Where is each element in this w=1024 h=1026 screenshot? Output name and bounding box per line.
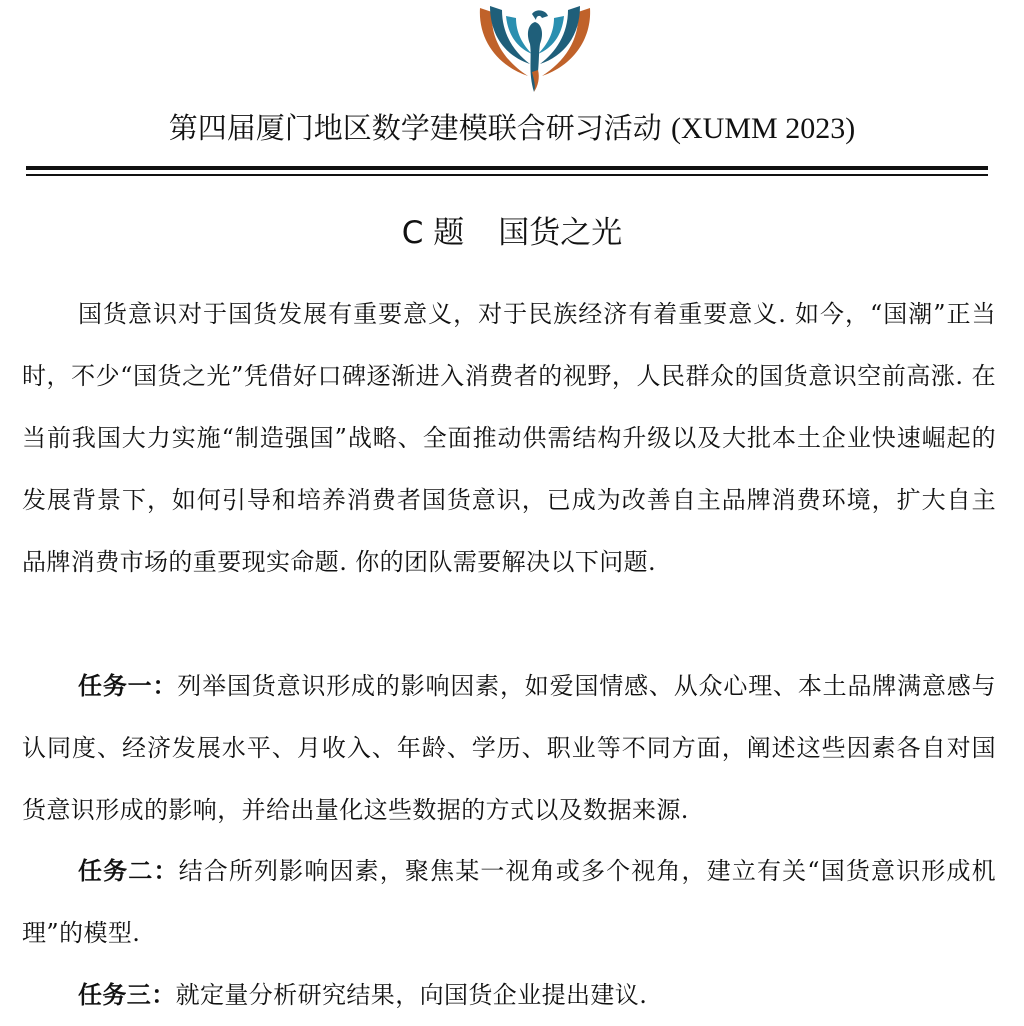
logo-wing-left-inner <box>490 6 530 64</box>
task-1-label: 任务一： <box>78 672 178 700</box>
title-latin: (XUMM 2023) <box>671 112 856 145</box>
title-chinese: 第四届厦门地区数学建模联合研习活动 <box>168 111 662 145</box>
task-2-label: 任务二： <box>78 857 179 885</box>
problem-name: 国货之光 <box>498 215 623 251</box>
problem-heading <box>0 212 1024 254</box>
problem-label: C 题 <box>401 215 465 251</box>
header-rule-thin <box>26 174 988 176</box>
task-3-label: 任务三： <box>78 981 176 1009</box>
task-3-text: 就定量分析研究结果，向国货企业提出建议. <box>175 981 648 1009</box>
task-3-paragraph <box>22 964 996 1026</box>
header-rule-thick <box>26 166 988 170</box>
bird-logo-icon <box>476 2 594 94</box>
intro-paragraph: 国货意识对于国货发展有重要意义，对于民族经济有着重要意义. 如今，“国潮”正当时，不少“国货之光”凭借好口碑逐渐进入消费者的视野，人民群众的国货意识空前高涨. 在当前我国大力实施“制造强国”战略、全面推动供需结构升级以及大批本土企业快速崛起的发展背景下，如何引导和培养消费者国货意识，已成为改善自主品牌消费环境，扩大自主品牌消费市场的重要现实命题. 你的团队需要解决以下问题. <box>22 300 996 576</box>
task-2-paragraph <box>22 840 996 964</box>
task-2-text: 结合所列影响因素，聚焦某一视角或多个视角，建立有关“国货意识形成机理”的模型. <box>22 857 996 947</box>
document-title <box>0 108 1024 149</box>
task-1-text: 列举国货意识形成的影响因素，如爱国情感、从众心理、本土品牌满意感与认同度、经济发展水平、月收入、年龄、学历、职业等不同方面，阐述这些因素各自对国货意识形成的影响，并给出量化这些数据的方式以及数据来源. <box>22 672 996 824</box>
logo-head <box>532 10 548 20</box>
task-1-paragraph <box>22 655 996 841</box>
